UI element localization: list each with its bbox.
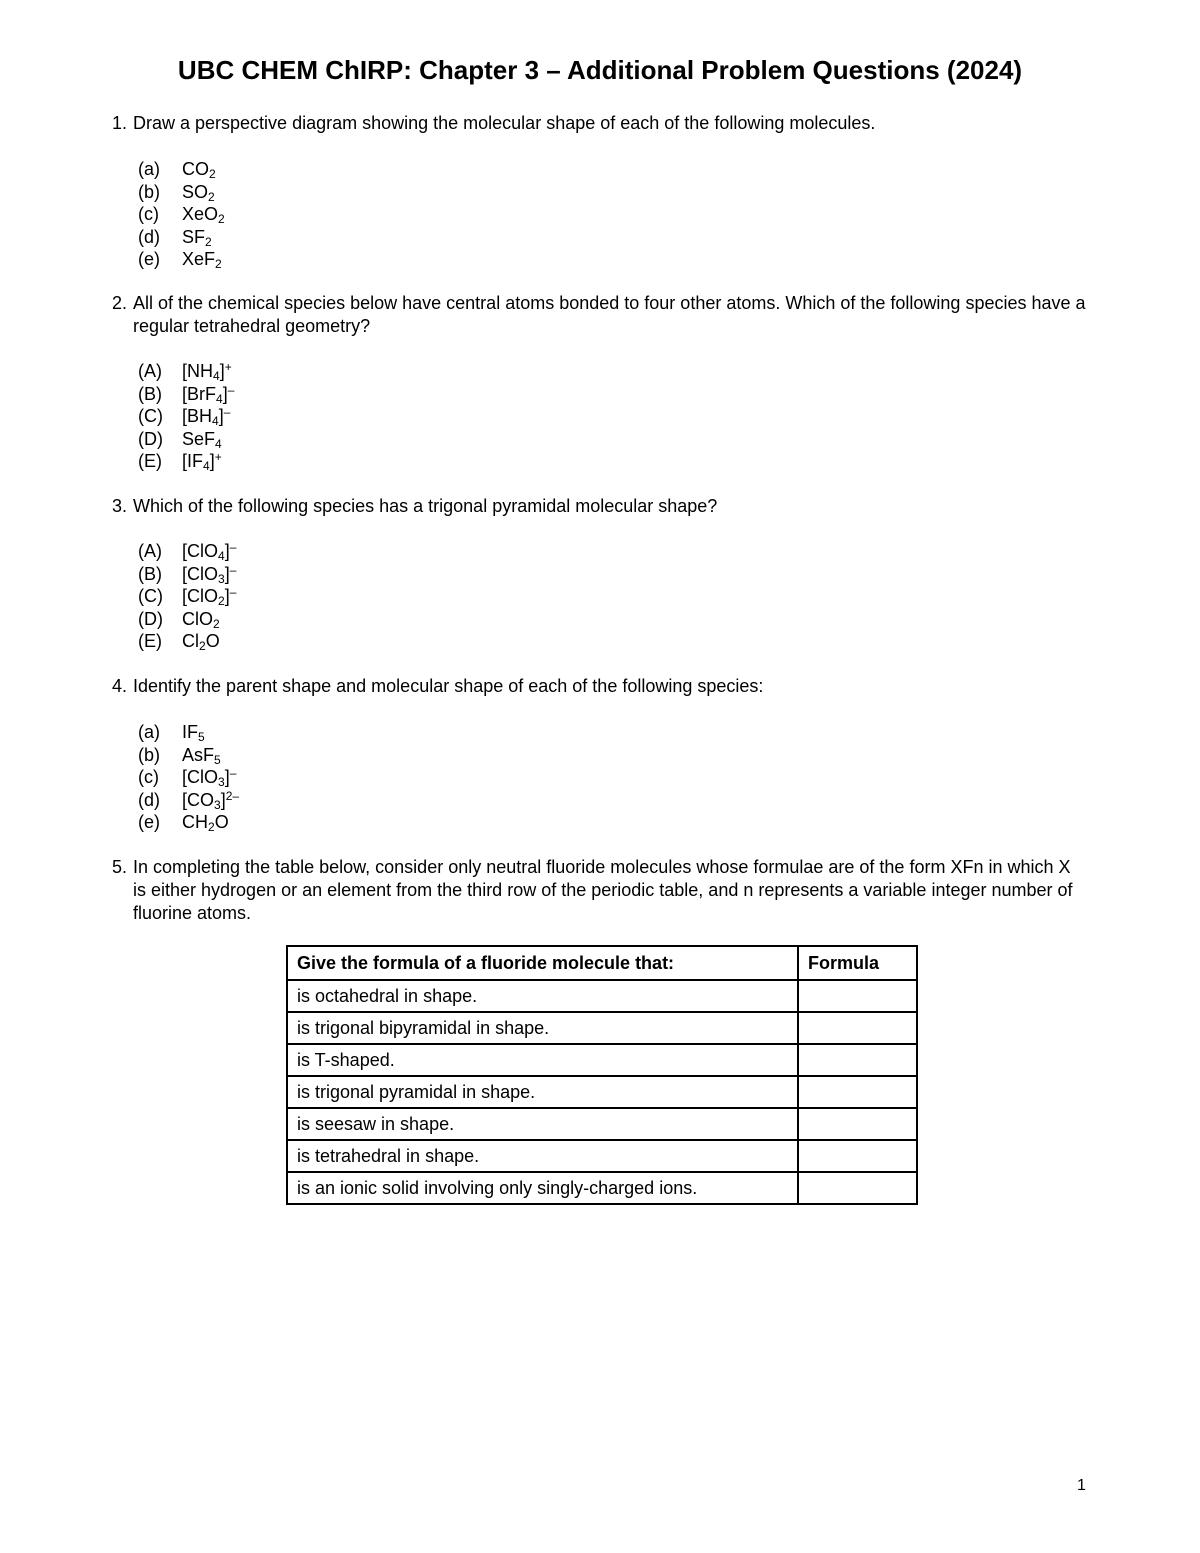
formula-answer-cell[interactable]	[798, 1044, 917, 1076]
option-label: (c)	[138, 767, 159, 788]
row-description: is an ionic solid involving only singly-charged ions.	[287, 1172, 798, 1204]
formula-base: [CO	[182, 789, 215, 810]
answer-option	[138, 181, 225, 204]
formula-subscript: 4	[212, 414, 219, 429]
table-row	[287, 1044, 917, 1076]
formula-charge: –	[229, 540, 237, 554]
option-formula	[182, 630, 220, 653]
option-label: (c)	[138, 204, 159, 225]
option-label: (C)	[138, 586, 163, 607]
formula-tail: ]	[224, 563, 230, 584]
formula-subscript: 2	[209, 167, 216, 181]
formula-charge: 2–	[225, 788, 240, 803]
option-formula	[182, 450, 222, 473]
answer-option	[138, 248, 225, 271]
question-1	[112, 112, 1102, 135]
formula-base: [BH	[182, 406, 213, 427]
option-formula	[182, 563, 236, 586]
formula-base: SF	[182, 226, 206, 247]
formula-subscript: 4	[218, 549, 225, 563]
option-formula	[182, 248, 222, 271]
formula-subscript: 2	[199, 639, 206, 654]
formula-base: AsF	[182, 744, 215, 765]
table-row	[287, 1012, 917, 1044]
formula-base: Cl	[182, 631, 199, 652]
formula-base: CH	[182, 812, 208, 833]
formula-tail: ]	[224, 767, 230, 788]
formula-subscript: 4	[215, 436, 222, 451]
answer-option	[138, 721, 239, 744]
option-formula	[182, 203, 225, 226]
question-3-options	[138, 540, 236, 653]
question-2-options	[138, 360, 234, 473]
answer-option	[138, 428, 234, 451]
option-formula	[182, 226, 212, 249]
formula-base: XeF	[182, 249, 216, 270]
option-label: (B)	[138, 383, 162, 404]
formula-charge: –	[229, 585, 237, 600]
option-formula	[182, 540, 236, 563]
question-text: Draw a perspective diagram showing the molecular shape of each of the following molecules.	[133, 113, 876, 133]
table-row	[287, 1076, 917, 1108]
option-label: (b)	[138, 181, 160, 202]
option-formula	[182, 721, 205, 744]
table-row	[287, 980, 917, 1012]
formula-tail: O	[214, 812, 229, 833]
row-description: is trigonal bipyramidal in shape.	[287, 1012, 798, 1044]
formula-subscript: 2	[218, 594, 225, 609]
option-label: (A)	[138, 541, 162, 561]
answer-option	[138, 540, 236, 563]
formula-base: XeO	[182, 204, 219, 225]
formula-subscript: 2	[218, 212, 225, 227]
option-label: (D)	[138, 428, 163, 449]
question-1-options	[138, 158, 225, 271]
formula-base: ClO	[182, 608, 213, 629]
formula-tail: ]	[209, 451, 215, 472]
formula-base: IF	[182, 722, 198, 742]
row-description: is octahedral in shape.	[287, 980, 798, 1012]
formula-tail: O	[205, 631, 220, 652]
formula-charge: +	[214, 450, 222, 465]
answer-option	[138, 158, 225, 181]
option-label: (B)	[138, 563, 162, 584]
question-text: In completing the table below, consider only neutral fluoride molecules whose formulae are of the form XFn in which X is either hydrogen or an element from the third row of the periodic table, and n represents a variable integer number of fluorine atoms.	[133, 857, 1073, 923]
formula-tail: ]	[220, 789, 226, 810]
table-header-formula: Formula	[798, 946, 917, 980]
option-formula	[182, 428, 222, 451]
formula-subscript: 2	[205, 234, 212, 249]
formula-tail: ]	[222, 383, 228, 404]
answer-option	[138, 585, 236, 608]
table-body	[287, 980, 917, 1204]
answer-option	[138, 405, 234, 428]
option-label: (d)	[138, 789, 160, 810]
formula-subscript: 4	[213, 369, 220, 383]
row-description: is T-shaped.	[287, 1044, 798, 1076]
question-2	[112, 292, 1102, 338]
formula-subscript: 2	[208, 189, 215, 204]
row-description: is trigonal pyramidal in shape.	[287, 1076, 798, 1108]
formula-base: [NH	[182, 361, 213, 381]
answer-option	[138, 789, 239, 812]
answer-option	[138, 360, 234, 383]
formula-charge: –	[229, 562, 237, 577]
question-number: 5.	[112, 857, 128, 877]
option-label: (A)	[138, 361, 162, 381]
formula-subscript: 5	[198, 730, 205, 744]
answer-option	[138, 563, 236, 586]
formula-base: [IF	[182, 451, 203, 472]
formula-answer-cell[interactable]	[798, 1172, 917, 1204]
option-label: (a)	[138, 722, 160, 742]
option-formula	[182, 608, 220, 631]
option-formula	[182, 405, 230, 428]
formula-base: [ClO	[182, 586, 218, 607]
option-formula	[182, 789, 239, 812]
formula-answer-cell[interactable]	[798, 1076, 917, 1108]
answer-option	[138, 744, 239, 767]
formula-subscript: 5	[214, 752, 221, 767]
formula-subscript: 4	[216, 391, 223, 406]
formula-charge: –	[223, 405, 231, 420]
fluoride-table	[286, 945, 918, 1205]
option-formula	[182, 360, 232, 383]
answer-option	[138, 630, 236, 653]
option-formula	[182, 181, 215, 204]
option-formula	[182, 811, 229, 834]
formula-base: [ClO	[182, 563, 218, 584]
table-row	[287, 1108, 917, 1140]
formula-charge: +	[224, 360, 232, 374]
formula-base: [BrF	[182, 383, 216, 404]
formula-base: SO	[182, 181, 209, 202]
question-number: 4.	[112, 676, 128, 696]
table-header-description: Give the formula of a fluoride molecule that:	[287, 946, 798, 980]
question-text: Identify the parent shape and molecular shape of each of the following species:	[133, 676, 764, 696]
formula-subscript: 3	[218, 775, 225, 790]
formula-subscript: 2	[215, 257, 222, 272]
page-number: 1	[1077, 1477, 1086, 1494]
formula-subscript: 3	[214, 797, 221, 812]
formula-subscript: 2	[213, 616, 220, 631]
page-title: UBC CHEM ChIRP: Chapter 3 – Additional Problem Questions (2024)	[177, 55, 1023, 85]
answer-option	[138, 226, 225, 249]
option-formula	[182, 158, 216, 181]
formula-base: [ClO	[182, 767, 218, 788]
option-label: (d)	[138, 226, 160, 247]
question-number: 2.	[112, 293, 128, 313]
table-row	[287, 1172, 917, 1204]
formula-charge: –	[227, 382, 235, 397]
option-formula	[182, 383, 234, 406]
option-label: (e)	[138, 249, 160, 270]
option-label: (E)	[138, 451, 162, 472]
question-number: 1.	[112, 113, 128, 133]
formula-tail: ]	[218, 406, 224, 427]
answer-option	[138, 203, 225, 226]
formula-answer-cell[interactable]	[798, 1012, 917, 1044]
formula-subscript: 2	[208, 820, 215, 835]
question-text: Which of the following species has a trigonal pyramidal molecular shape?	[133, 496, 718, 516]
formula-base: [ClO	[182, 541, 218, 561]
option-label: (D)	[138, 608, 163, 629]
answer-option	[138, 811, 239, 834]
question-text: All of the chemical species below have central atoms bonded to four other atoms. Which of the following species have a regular tetrahedral geometry?	[133, 293, 1086, 336]
question-3	[112, 495, 1102, 518]
option-label: (E)	[138, 631, 162, 652]
formula-charge: –	[229, 766, 237, 781]
formula-tail: ]	[219, 361, 225, 381]
question-number: 3.	[112, 496, 128, 516]
question-5	[112, 856, 1087, 925]
answer-option	[138, 383, 234, 406]
answer-option	[138, 608, 236, 631]
formula-subscript: 3	[218, 571, 225, 586]
question-4	[112, 675, 1102, 698]
option-formula	[182, 744, 221, 767]
option-label: (C)	[138, 406, 163, 427]
table-header-row	[287, 946, 917, 980]
table-row	[287, 1140, 917, 1172]
formula-tail: ]	[224, 586, 230, 607]
formula-subscript: 4	[203, 459, 210, 474]
formula-base: CO	[182, 159, 209, 179]
option-formula	[182, 585, 236, 608]
formula-answer-cell[interactable]	[798, 980, 917, 1012]
row-description: is tetrahedral in shape.	[287, 1140, 798, 1172]
option-label: (e)	[138, 812, 160, 833]
option-formula	[182, 766, 236, 789]
answer-option	[138, 766, 239, 789]
option-label: (a)	[138, 159, 160, 179]
formula-tail: ]	[224, 541, 230, 561]
question-4-options	[138, 721, 239, 834]
option-label: (b)	[138, 744, 160, 765]
formula-answer-cell[interactable]	[798, 1140, 917, 1172]
formula-base: SeF	[182, 428, 216, 449]
formula-answer-cell[interactable]	[798, 1108, 917, 1140]
answer-option	[138, 450, 234, 473]
row-description: is seesaw in shape.	[287, 1108, 798, 1140]
